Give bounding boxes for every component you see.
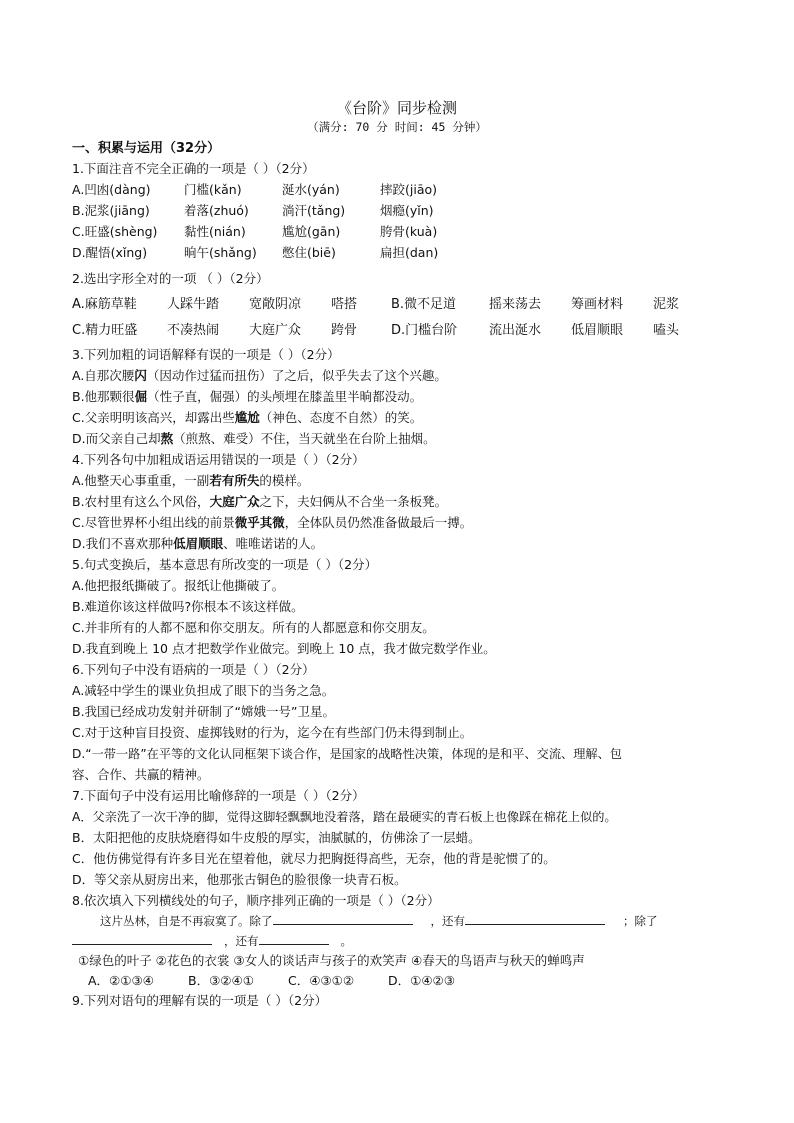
section-heading: 一、积累与运用（32分） bbox=[72, 141, 221, 156]
passage-text: 。 bbox=[340, 934, 352, 948]
question-5-stem: 5.句式变换后，基本意思有所改变的一项是（ ）（2分） bbox=[72, 557, 378, 572]
option-cell: 嗑头 bbox=[653, 323, 680, 338]
text: （神色、态度不自然）的笑。 bbox=[259, 410, 423, 425]
option-cell: 宽敞阴凉 bbox=[249, 297, 302, 312]
option-cell: D.门槛台阶 bbox=[391, 323, 458, 338]
choice-a: A．②①③④ bbox=[88, 973, 154, 988]
option-cell: 嗒搭 bbox=[331, 297, 358, 312]
option-cell: 流出涎水 bbox=[489, 323, 542, 338]
question-8-passage-line-1 bbox=[100, 912, 730, 930]
page-subtitle: （满分: 70 分 时间: 45 分钟） bbox=[307, 120, 487, 134]
question-6-option-d-cont: 容、合作、共赢的精神。 bbox=[72, 767, 210, 782]
question-1-option-a bbox=[72, 181, 732, 199]
option-cell: 胯骨(kuà) bbox=[380, 224, 438, 239]
question-4-stem: 4.下列各句中加粗成语运用错误的一项是（ ）（2分） bbox=[72, 452, 365, 467]
bold-idiom: 大庭广众 bbox=[209, 494, 260, 509]
question-3-option-a bbox=[72, 367, 732, 385]
question-1-option-c bbox=[72, 223, 732, 241]
option-cell: 人踩牛踏 bbox=[167, 297, 220, 312]
option-cell: 扁担(dan) bbox=[380, 245, 439, 260]
option-cell: 淌汗(tǎng) bbox=[282, 203, 346, 218]
question-6-option-a: A.减轻中学生的课业负担成了眼下的当务之急。 bbox=[72, 683, 335, 698]
option-cell: 摔跤(jiāo) bbox=[380, 182, 438, 197]
option-cell: C.旺盛(shèng) bbox=[72, 224, 158, 239]
option-cell: 烟瘾(yǐn) bbox=[380, 203, 434, 218]
question-4-option-b bbox=[72, 493, 732, 511]
text: A.他整天心事重重，一副 bbox=[72, 473, 210, 488]
option-cell: 低眉顺眼 bbox=[571, 323, 624, 338]
question-8-stem: 8.依次填入下列横线处的句子，顺序排列正确的一项是（ ）（2分） bbox=[72, 893, 440, 908]
choice-c: C．④③①② bbox=[288, 973, 355, 988]
text: 、唯唯诺诺的人。 bbox=[223, 536, 324, 551]
text: A.自那次腰 bbox=[72, 368, 135, 383]
page-title: 《台阶》同步检测 bbox=[336, 99, 457, 117]
question-1-stem: 1.下面注音不完全正确的一项是（ ）（2分） bbox=[72, 161, 315, 176]
question-5-option-c: C.并非所有的人都不愿和你交朋友。所有的人都愿意和你交朋友。 bbox=[72, 620, 435, 635]
question-5-option-a: A.他把报纸撕破了。报纸让他撕破了。 bbox=[72, 578, 285, 593]
question-2-stem: 2.选出字形全对的一项 （ ）（2分） bbox=[72, 271, 269, 286]
text: ，全体队员仍然准备做最后一搏。 bbox=[284, 515, 473, 530]
text: B.农村里有这么个风俗， bbox=[72, 494, 210, 509]
text: D.而父亲自己却 bbox=[72, 431, 161, 446]
option-cell: 不凑热闹 bbox=[167, 323, 220, 338]
question-8-options: ①绿色的叶子 ②花色的衣裳 ③女人的谈话声与孩子的欢笑声 ④春天的鸟语声与秋天的蝉鸣声 bbox=[78, 953, 585, 968]
text: B.他那颗很 bbox=[72, 389, 135, 404]
option-cell: 跨骨 bbox=[331, 323, 358, 338]
fill-blank bbox=[72, 932, 212, 945]
question-7-option-b: B．太阳把他的皮肤烧磨得如牛皮般的厚实，油腻腻的，仿佛涂了一层蜡。 bbox=[72, 830, 481, 845]
option-cell: D.醒悟(xǐng) bbox=[72, 245, 148, 260]
option-cell: A.麻筋草鞋 bbox=[72, 297, 137, 312]
text: 之下，夫妇俩从不合坐一条板凳。 bbox=[259, 494, 448, 509]
option-cell: 大庭广众 bbox=[249, 323, 302, 338]
text: D.我们不喜欢那种 bbox=[72, 536, 174, 551]
question-3-option-b bbox=[72, 388, 732, 406]
choice-b: B．③②④① bbox=[188, 973, 254, 988]
passage-text: ，还有 bbox=[224, 934, 259, 948]
bold-term: 熬 bbox=[160, 431, 174, 446]
passage-text: 这片丛林，自是不再寂寞了。除了 bbox=[100, 914, 273, 928]
question-1-option-d bbox=[72, 244, 732, 262]
bold-idiom: 低眉顺眼 bbox=[173, 536, 224, 551]
option-cell: 憋住(biē) bbox=[282, 245, 336, 260]
bold-term: 倔 bbox=[134, 389, 148, 404]
option-cell: 尴尬(gān) bbox=[282, 224, 341, 239]
question-7-option-d: D．等父亲从厨房出来，他那张古铜色的脸很像一块青石板。 bbox=[72, 872, 407, 887]
question-7-stem: 7.下面句子中没有运用比喻修辞的一项是（ ）（2分） bbox=[72, 788, 365, 803]
fill-blank bbox=[465, 912, 605, 925]
option-cell: 着落(zhuó) bbox=[184, 203, 249, 218]
question-4-option-c bbox=[72, 514, 732, 532]
option-cell: C.精力旺盛 bbox=[72, 323, 138, 338]
passage-text: ；除了 bbox=[623, 914, 658, 928]
text: （煎熬、难受）不住，当天就坐在台阶上抽烟。 bbox=[173, 431, 436, 446]
question-5-option-d: D.我直到晚上 10 点才把数学作业做完。到晚上 10 点，我才做完数学作业。 bbox=[72, 641, 496, 656]
option-cell: 门槛(kǎn) bbox=[184, 182, 242, 197]
question-1-option-b bbox=[72, 202, 732, 220]
fill-blank bbox=[273, 912, 413, 925]
question-7-option-c: C．他仿佛觉得有许多目光在望着他，就尽力把胸挺得高些，无奈，他的背是驼惯了的。 bbox=[72, 851, 556, 866]
text: C.父亲明明该高兴，却露出些 bbox=[72, 410, 235, 425]
bold-idiom: 微乎其微 bbox=[234, 515, 285, 530]
option-cell: 泥浆 bbox=[653, 297, 680, 312]
question-3-option-c bbox=[72, 409, 732, 427]
question-2-row-1 bbox=[72, 296, 732, 314]
option-cell: A.凹凼(dàng) bbox=[72, 182, 151, 197]
question-4-option-a bbox=[72, 472, 732, 490]
question-3-option-d bbox=[72, 430, 732, 448]
choice-d: D．①④②③ bbox=[388, 973, 455, 988]
bold-idiom: 若有所失 bbox=[209, 473, 260, 488]
option-cell: B.泥浆(jiāng) bbox=[72, 203, 150, 218]
text: C.尽管世界杯小组出线的前景 bbox=[72, 515, 235, 530]
text: 的模样。 bbox=[259, 473, 310, 488]
question-4-option-d bbox=[72, 535, 732, 553]
question-7-option-a: A．父亲洗了一次干净的脚，觉得这脚轻飘飘地没着落，踏在最硬实的青石板上也像踩在棉花上似的。 bbox=[72, 810, 617, 824]
question-6-option-d: D.“一带一路”在平等的文化认同框架下谈合作，是国家的战略性决策，体现的是和平、交流、理解、包 bbox=[72, 747, 622, 761]
option-cell: 涎水(yán) bbox=[282, 182, 340, 197]
option-cell: 黏性(nián) bbox=[184, 224, 246, 239]
question-9-stem: 9.下列对语句的理解有误的一项是（ ）（2分） bbox=[72, 993, 328, 1008]
option-cell: 摇来荡去 bbox=[489, 297, 542, 312]
passage-text: ，还有 bbox=[430, 914, 465, 928]
question-5-option-b: B.难道你该这样做吗?你根本不该这样做。 bbox=[72, 599, 304, 614]
question-2-row-2 bbox=[72, 322, 732, 340]
bold-term: 闪 bbox=[134, 368, 147, 383]
question-6-stem: 6.下列句子中没有语病的一项是（ ）（2分） bbox=[72, 662, 315, 677]
fill-blank bbox=[259, 932, 329, 945]
option-cell: 筹画材料 bbox=[571, 297, 624, 312]
question-8-passage-line-2 bbox=[72, 932, 732, 950]
bold-term: 尴尬 bbox=[234, 410, 260, 425]
option-cell: 晌午(shǎng) bbox=[184, 245, 257, 260]
question-3-stem: 3.下列加粗的词语解释有误的一项是（ ）（2分） bbox=[72, 347, 340, 362]
text: （因动作过猛而扭伤）了之后，似乎失去了这个兴趣。 bbox=[146, 368, 447, 383]
question-6-option-c: C.对于这种盲目投资、虚掷钱财的行为，迄今在有些部门仍未得到制止。 bbox=[72, 725, 473, 740]
option-cell: B.微不足道 bbox=[391, 297, 457, 312]
question-8-choices bbox=[88, 972, 748, 990]
text: （性子直，倔强）的头颅埋在膝盖里半晌都没动。 bbox=[147, 389, 423, 404]
question-6-option-b: B.我国已经成功发射并研制了“嫦娥一号”卫星。 bbox=[72, 704, 336, 719]
